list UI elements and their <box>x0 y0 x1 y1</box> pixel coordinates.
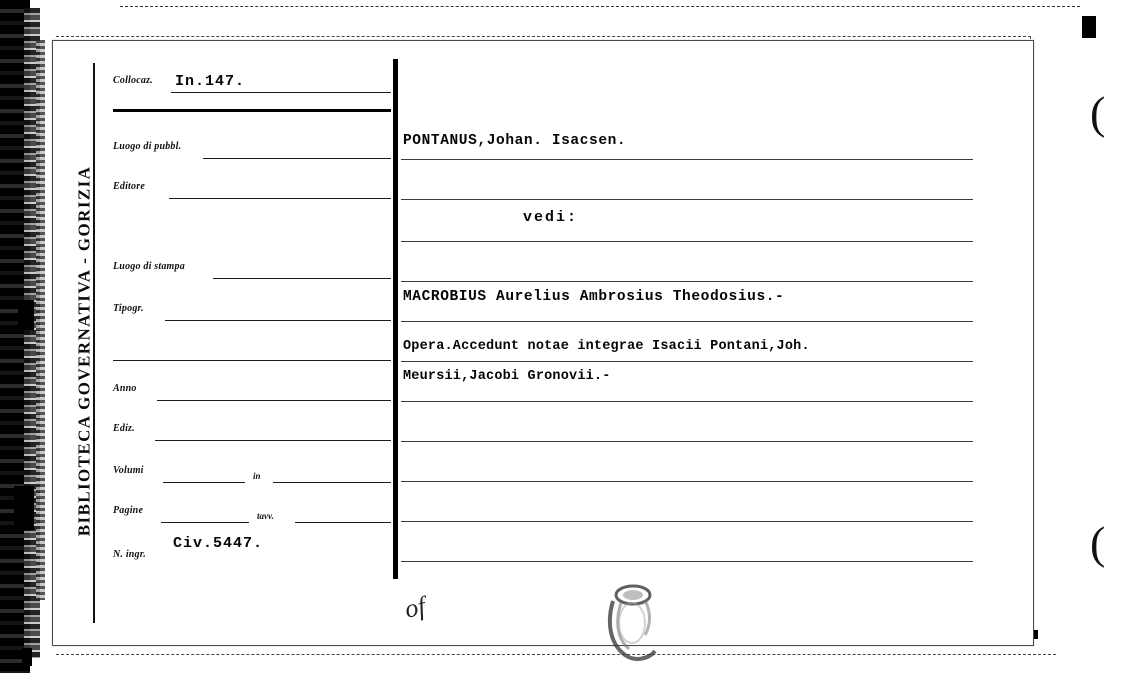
field-rule <box>273 482 391 483</box>
field-underline-heavy <box>113 109 391 112</box>
field-rule <box>171 92 391 93</box>
field-rule <box>157 400 391 401</box>
field-rule <box>161 522 249 523</box>
field-rule <box>165 320 391 321</box>
scan-edge-noise-strip <box>36 40 45 600</box>
entry-title-line: Opera.Accedunt notae integrae Isacii Pontani,Joh. <box>403 339 810 354</box>
margin-mark-icon: ( <box>1090 517 1106 568</box>
scan-frame-top-line <box>120 6 1080 7</box>
field-value-collocazione: In.147. <box>175 73 246 90</box>
field-rule <box>113 360 391 361</box>
field-rule <box>295 522 391 523</box>
field-value-numero-ingresso: Civ.5447. <box>173 535 264 552</box>
library-spine <box>61 81 107 621</box>
scan-frame-bottom-line <box>56 654 1056 655</box>
referred-author: MACROBIUS Aurelius Ambrosius Theodosius.- <box>403 289 785 305</box>
field-rule <box>155 440 391 441</box>
field-rule <box>213 278 391 279</box>
ruled-line <box>401 521 973 522</box>
field-label: N. ingr. <box>113 549 147 560</box>
entry-heading: PONTANUS,Johan. Isacsen. <box>403 133 627 149</box>
center-divider-rule <box>393 59 398 579</box>
field-collocazione <box>113 75 391 93</box>
field-rule <box>169 198 391 199</box>
field-pagine <box>113 505 391 523</box>
cross-reference-label: vedi: <box>523 209 579 226</box>
field-anno <box>113 383 391 401</box>
field-tipografo <box>113 303 391 321</box>
library-spine-label: BIBLIOTECA GOVERNATIVA - GORIZIA <box>74 165 93 537</box>
pencil-annotation: of <box>402 591 428 624</box>
scan-speck <box>14 486 34 530</box>
ruled-line <box>401 281 973 282</box>
entry-title-line: Meursii,Jacobi Gronovii.- <box>403 369 611 384</box>
field-label: Ediz. <box>113 423 135 434</box>
ruled-line <box>401 401 973 402</box>
field-label: Volumi <box>113 465 144 476</box>
scan-speck <box>22 648 32 666</box>
field-edizione <box>113 423 391 441</box>
field-volumi <box>113 465 391 483</box>
field-label-volumi-in: in <box>253 471 261 481</box>
field-label: Tipogr. <box>113 303 144 314</box>
field-label: Luogo di pubbl. <box>113 141 182 152</box>
field-label-pagine-tavv: tavv. <box>257 511 274 521</box>
ruled-line <box>401 361 973 362</box>
field-label: Anno <box>113 383 137 394</box>
ruled-line <box>401 199 973 200</box>
scan-frame-second-line <box>56 36 1031 37</box>
catalog-card <box>52 40 1034 646</box>
margin-mark-icon: ( <box>1090 87 1106 138</box>
field-editore <box>113 181 391 199</box>
ruled-line <box>401 441 973 442</box>
field-rule <box>163 482 245 483</box>
spine-divider-rule <box>93 63 95 623</box>
field-luogo-stampa <box>113 261 391 279</box>
scan-corner-tick-top-right <box>1082 16 1096 38</box>
field-label: Collocaz. <box>113 75 153 86</box>
ruled-line <box>401 321 973 322</box>
ruled-line <box>401 241 973 242</box>
library-stamp-icon <box>601 581 665 663</box>
field-tipografo-continuation <box>113 343 391 361</box>
ruled-line <box>401 159 973 160</box>
field-rule <box>203 158 391 159</box>
field-label: Luogo di stampa <box>113 261 185 272</box>
field-label: Editore <box>113 181 145 192</box>
field-luogo-pubblicazione <box>113 141 391 159</box>
ruled-line <box>401 561 973 562</box>
scan-speck <box>18 300 34 330</box>
ruled-line <box>401 481 973 482</box>
field-label: Pagine <box>113 505 144 516</box>
